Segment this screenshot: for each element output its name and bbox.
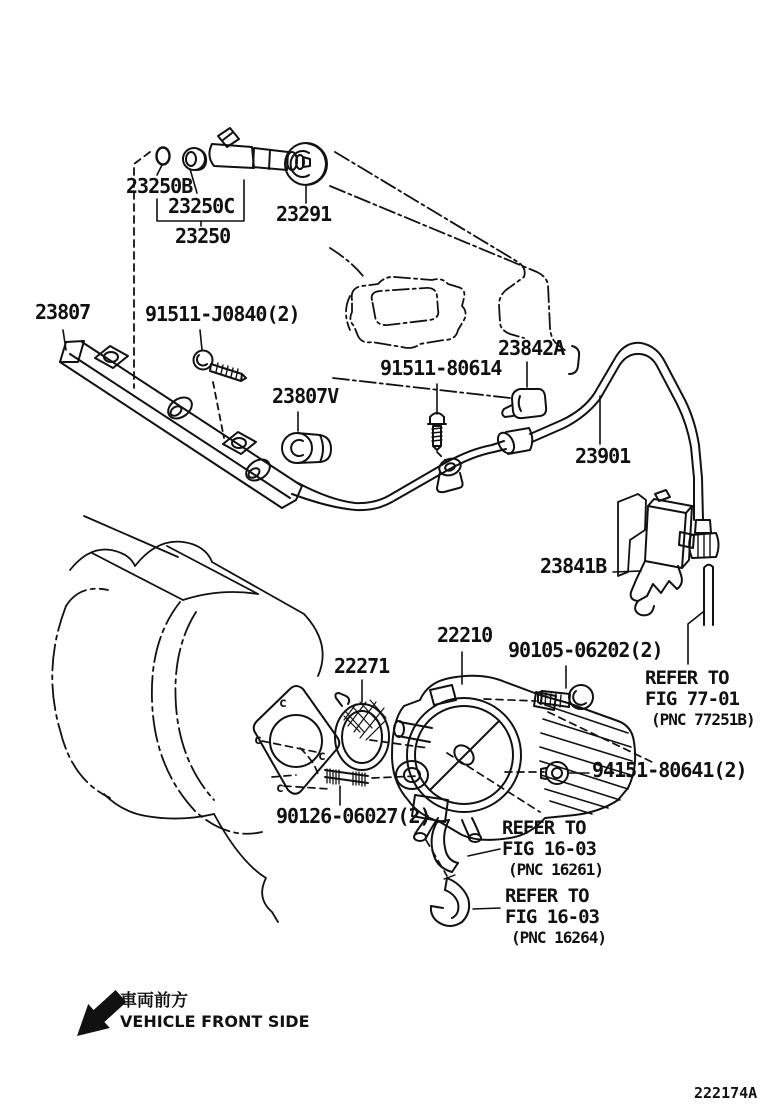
fig-number-text: FIG 77-01 [645, 688, 739, 710]
fuel-rail-23807 [60, 330, 302, 508]
part-label-23250: 23250 [175, 224, 231, 248]
part-label-22210: 22210 [437, 623, 493, 647]
part-label-23250C: 23250C [168, 194, 235, 218]
valve-23841B [613, 490, 694, 615]
nut-94151-80641 [541, 762, 589, 784]
label-bracket-23842A [569, 346, 579, 374]
injector-23250 [209, 128, 310, 170]
spacer-23807V [282, 412, 331, 463]
reference-fig-16-03-lower [505, 886, 606, 948]
clamp-23842A [502, 362, 546, 418]
reference-fig-16-03-upper [502, 818, 603, 880]
part-label-22271: 22271 [334, 654, 390, 678]
part-label-23841B: 23841B [540, 554, 607, 578]
refer-to-text: REFER TO [505, 885, 589, 907]
part-label-91511-J0840: 91511-J0840(2) [145, 302, 300, 326]
flange-mark-left: c [254, 733, 262, 748]
fig-number-text: FIG 16-03 [502, 838, 596, 860]
reference-fig-77-01 [645, 668, 755, 730]
hose-16264 [431, 875, 500, 926]
front-label-japanese: 車両前方 [120, 991, 188, 1011]
flange-mark-right: c [318, 749, 326, 764]
front-label-english: VEHICLE FRONT SIDE [120, 1012, 310, 1031]
pnc-text: (PNC 16261) [508, 860, 603, 879]
part-label-23807V: 23807V [272, 384, 339, 408]
fuel-pipe-23901 [292, 343, 719, 558]
vehicle-front-arrow [77, 990, 126, 1036]
o-ring-23250B [157, 148, 170, 165]
part-label-90105-06202: 90105-06202(2) [508, 638, 663, 662]
pnc-text: (PNC 16264) [511, 928, 606, 947]
bolt-91511-80614 [428, 384, 446, 461]
flange-mark-bottom: c [276, 781, 284, 796]
part-label-23807: 23807 [35, 300, 91, 324]
pnc-text: (PNC 77251B) [651, 710, 755, 729]
drawing-code: 222174A [694, 1084, 758, 1102]
part-label-23250B: 23250B [126, 174, 193, 198]
part-label-91511-80614: 91511-80614 [380, 356, 502, 380]
grommet-23250C [183, 148, 206, 170]
part-label-23901: 23901 [575, 444, 631, 468]
refer-to-text: REFER TO [502, 817, 586, 839]
fig-number-text: FIG 16-03 [505, 906, 599, 928]
refer-to-text: REFER TO [645, 667, 729, 689]
gasket-22271 [335, 680, 389, 770]
part-label-90126-06027: 90126-06027(2) [276, 804, 431, 828]
bolt-91511-j0840 [194, 330, 247, 438]
pipe-to-fig-77-01 [688, 565, 713, 664]
part-label-94151-80641: 94151-80641(2) [592, 758, 747, 782]
part-label-23842A: 23842A [498, 336, 565, 360]
injector-cushion-23291 [285, 143, 327, 185]
part-label-23291: 23291 [276, 202, 332, 226]
fuel-injector-group [134, 128, 327, 388]
flange-mark-top: c [279, 696, 287, 711]
vehicle-front-indicator [120, 990, 310, 1032]
